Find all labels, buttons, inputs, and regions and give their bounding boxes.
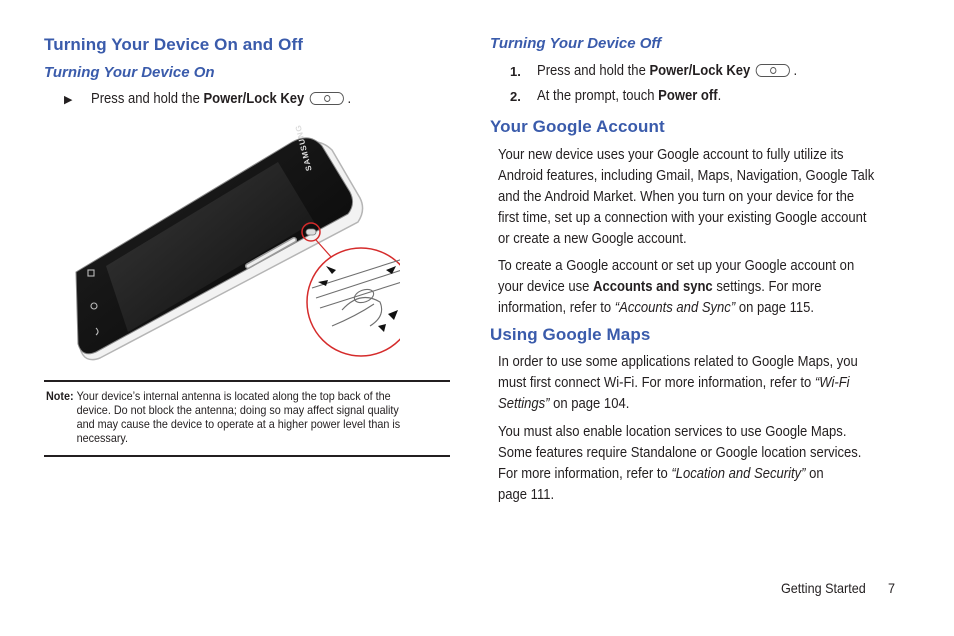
step-text: At the prompt, touch bbox=[537, 88, 659, 104]
phone-brand-logo: SAMSUNG bbox=[293, 123, 314, 172]
step-number: 2. bbox=[510, 89, 521, 104]
step-period: . bbox=[717, 88, 722, 104]
note-top-rule bbox=[44, 380, 450, 382]
step-period: . bbox=[347, 91, 352, 107]
turn-on-step bbox=[91, 89, 351, 110]
paragraph-line bbox=[498, 373, 858, 394]
text-run: on page 104. bbox=[549, 396, 630, 412]
paragraph-line: or create a new Google account. bbox=[498, 231, 687, 247]
accounts-sync-label: Accounts and sync bbox=[593, 279, 713, 295]
text-run: information, refer to bbox=[498, 300, 615, 316]
paragraph-line bbox=[498, 277, 854, 298]
note-line: necessary. bbox=[76, 431, 129, 445]
step-text: Press and hold the bbox=[537, 63, 650, 79]
paragraph-line: Android features, including Gmail, Maps, Navigation, Google Talk bbox=[498, 168, 875, 184]
paragraph-line bbox=[498, 298, 854, 319]
power-off-label: Power off bbox=[658, 88, 718, 104]
note-bottom-rule bbox=[44, 455, 450, 457]
subheading-turn-off: Turning Your Device Off bbox=[490, 35, 662, 52]
step-number: 1. bbox=[510, 64, 521, 79]
paragraph-line: and the Android Market. When you turn on your device for the bbox=[498, 189, 855, 205]
maps-location-paragraph bbox=[498, 422, 861, 506]
page-number: 7 bbox=[888, 580, 896, 596]
paragraph-line: first time, set up a connection with your existing Google account bbox=[498, 210, 867, 226]
accounts-sync-reference: “Accounts and Sync” bbox=[614, 300, 736, 316]
text-run: on page 115. bbox=[735, 300, 815, 316]
power-lock-key-label: Power/Lock Key bbox=[203, 91, 305, 107]
text-run: on bbox=[805, 466, 824, 482]
step-period: . bbox=[793, 63, 798, 79]
note-box bbox=[46, 389, 447, 445]
wifi-settings-reference: Settings” bbox=[498, 396, 550, 412]
google-maps-heading: Using Google Maps bbox=[490, 325, 651, 344]
paragraph-line: In order to use some applications related to Google Maps, you bbox=[498, 354, 858, 370]
subheading-turn-on: Turning Your Device On bbox=[44, 64, 215, 81]
google-account-heading: Your Google Account bbox=[490, 117, 665, 136]
power-key-icon bbox=[310, 92, 344, 105]
footer-section-title: Getting Started bbox=[781, 580, 866, 596]
turn-off-steps bbox=[510, 61, 930, 111]
paragraph-line: page 111. bbox=[498, 487, 555, 503]
paragraph-line bbox=[498, 394, 858, 415]
note-label: Note: bbox=[46, 389, 74, 403]
text-run: For more information, refer to bbox=[498, 466, 672, 482]
power-key-icon bbox=[756, 64, 790, 77]
paragraph-line: To create a Google account or set up your Google account on bbox=[498, 258, 855, 274]
text-run: must first connect Wi-Fi. For more information, refer to bbox=[498, 375, 815, 391]
bullet-arrow-icon: ▶ bbox=[64, 94, 73, 106]
note-line: Your device’s internal antenna is located along the top back of the bbox=[76, 389, 391, 403]
phone-illustration bbox=[70, 130, 400, 365]
step-text: Press and hold the bbox=[91, 91, 204, 107]
location-security-reference: “Location and Security” bbox=[671, 466, 806, 482]
power-lock-key-label: Power/Lock Key bbox=[649, 63, 751, 79]
section-heading: Turning Your Device On and Off bbox=[44, 35, 303, 54]
paragraph-line: Some features require Standalone or Google location services. bbox=[498, 445, 862, 461]
list-item bbox=[510, 86, 930, 111]
paragraph-line bbox=[498, 464, 861, 485]
wifi-settings-reference: “Wi-Fi bbox=[814, 375, 850, 391]
google-setup-paragraph bbox=[498, 256, 854, 319]
note-line: and may cause the device to operate at a higher power level than is bbox=[76, 417, 401, 431]
maps-wifi-paragraph bbox=[498, 352, 858, 415]
paragraph-line: You must also enable location services to use Google Maps. bbox=[498, 424, 847, 440]
text-run: settings. For more bbox=[712, 279, 822, 295]
list-item bbox=[510, 61, 930, 86]
text-run: your device use bbox=[498, 279, 594, 295]
google-account-paragraph bbox=[498, 145, 874, 250]
note-line: device. Do not block the antenna; doing so may affect signal quality bbox=[76, 403, 399, 417]
paragraph-line: Your new device uses your Google account to fully utilize its bbox=[498, 147, 844, 163]
